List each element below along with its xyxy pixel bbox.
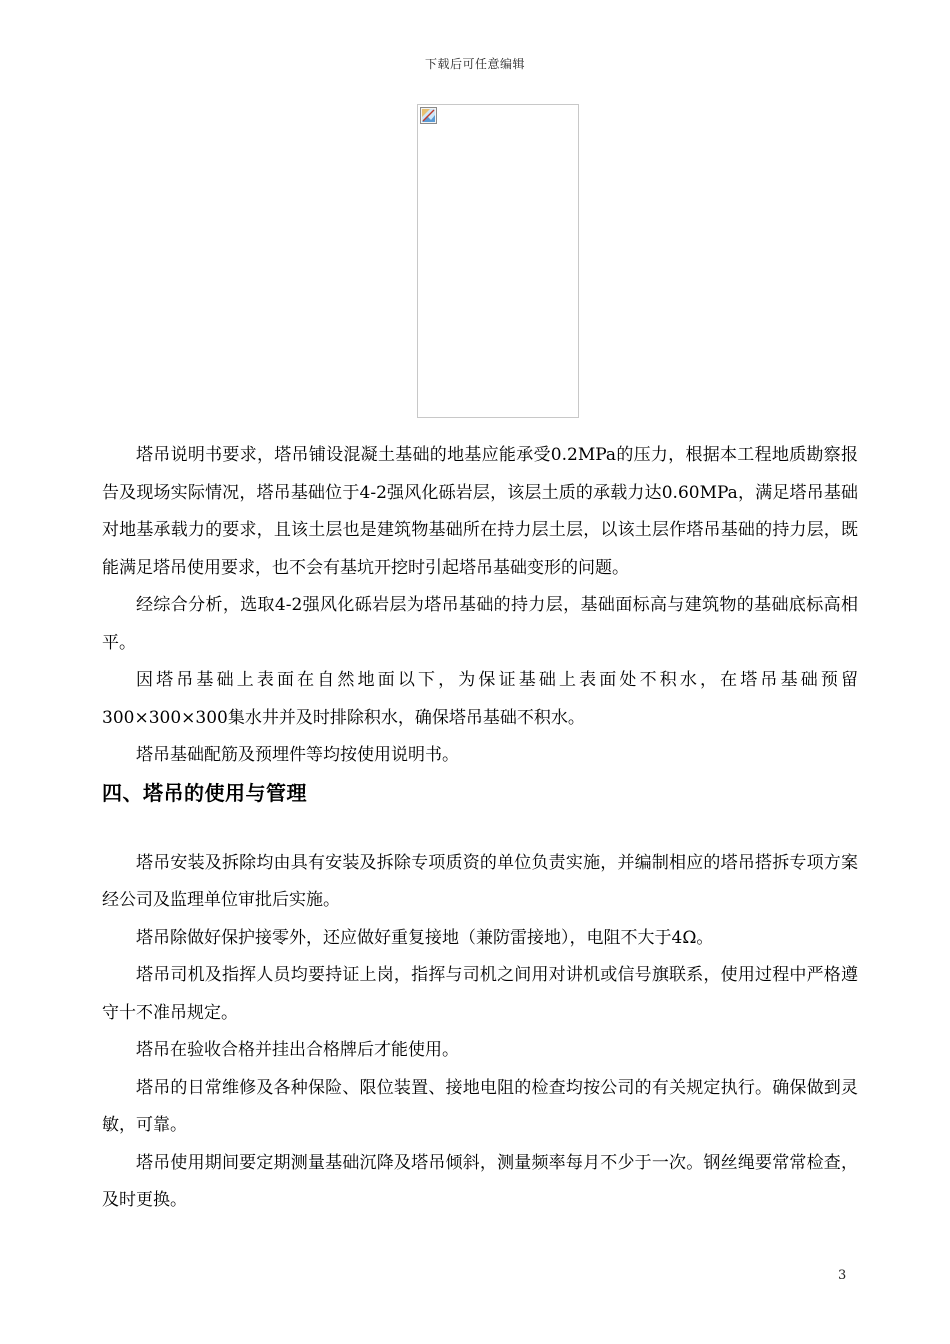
paragraph: 塔吊基础配筋及预埋件等均按使用说明书。 bbox=[136, 745, 459, 765]
page-header: 下载后可任意编辑 bbox=[424, 57, 525, 71]
section-heading: 四、塔吊的使用与管理 bbox=[102, 780, 307, 805]
paragraph: 塔吊司机及指挥人员均要持证上岗，指挥与司机之间用对讲机或信号旗联系，使用过程中严格遵守十不准吊规定。 bbox=[102, 965, 858, 1023]
paragraph: 塔吊在验收合格并挂出合格牌后才能使用。 bbox=[136, 1040, 459, 1060]
document-body bbox=[102, 437, 858, 1220]
paragraph: 塔吊的日常维修及各种保险、限位装置、接地电阻的检查均按公司的有关规定执行。确保做到灵敏，可靠。 bbox=[102, 1077, 858, 1135]
paragraph: 塔吊除做好保护接零外，还应做好重复接地（兼防雷接地），电阻不大于4Ω。 bbox=[136, 927, 714, 948]
paragraph: 因塔吊基础上表面在自然地面以下，为保证基础上表面处不积水，在塔吊基础预留300×300×300集水井并及时排除积水，确保塔吊基础不积水。 bbox=[102, 670, 858, 728]
image-placeholder bbox=[417, 104, 579, 418]
paragraph: 塔吊安装及拆除均由具有安装及拆除专项质资的单位负责实施，并编制相应的塔吊搭拆专项方案经公司及监理单位审批后实施。 bbox=[102, 852, 858, 910]
page-number: 3 bbox=[838, 1268, 847, 1283]
paragraph: 塔吊使用期间要定期测量基础沉降及塔吊倾斜，测量频率每月不少于一次。钢丝绳要常常检查，及时更换。 bbox=[102, 1152, 858, 1210]
paragraph: 塔吊说明书要求，塔吊铺设混凝土基础的地基应能承受0.2MPa的压力，根据本工程地质勘察报告及现场实际情况，塔吊基础位于4-2强风化砾岩层，该层土质的承载力达0.60MPa，满足塔吊基础对地基承载力的要求，且该土层也是建筑物基础所在持力层土层，以该土层作塔吊基础的持力层，既能满足塔吊使用要求，也不会有基坑开挖时引起塔吊基础变形的问题。 bbox=[102, 445, 858, 578]
paragraph: 经综合分析，选取4-2强风化砾岩层为塔吊基础的持力层，基础面标高与建筑物的基础底标高相平。 bbox=[102, 595, 858, 653]
broken-image-icon bbox=[420, 107, 437, 124]
